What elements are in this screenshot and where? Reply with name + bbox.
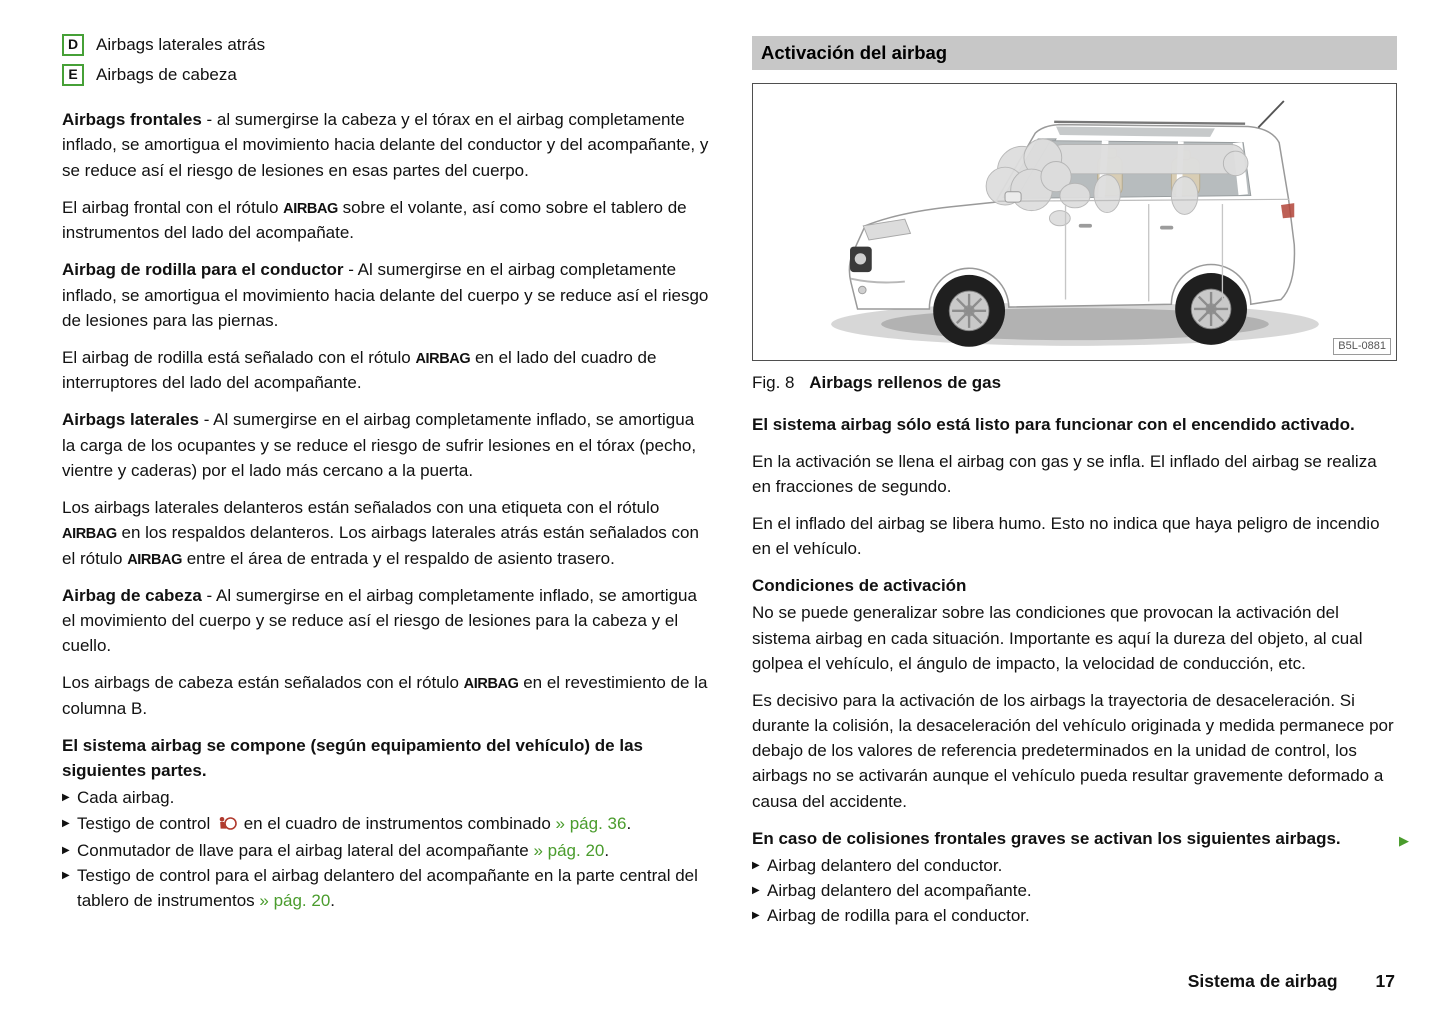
text-segment: Testigo de control para el airbag delantero del acompañante en la parte central del tablero de instrumentos [77, 865, 698, 911]
text-segment: - Al sumergirse en el airbag completamente inflado, se amortigua el movimiento del cuerpo y se reduce así el riesgo de lesiones para la cabeza y el cuello. [62, 586, 697, 656]
text-segment: Cada airbag. [77, 788, 175, 808]
paragraph [62, 195, 712, 246]
text-segment: El sistema airbag sólo está listo para funcionar con el encendido activado. [752, 414, 1355, 434]
text-segment: entre el área de entrada y el respaldo de asiento trasero. [182, 548, 615, 568]
paragraph [62, 495, 712, 571]
text-segment: - Al sumergirse en el airbag completamente inflado, se amortigua el movimiento hacia delante del cuerpo y se reduce así el riesgo de lesiones para las piernas. [62, 260, 709, 330]
airbag-label-text: AIRBAG [62, 526, 117, 543]
paragraph [752, 511, 1397, 561]
text-segment: En la activación se llena el airbag con gas y se infla. El inflado del airbag se realiza en fracciones de segundo. [752, 451, 1377, 496]
bullet-list [62, 785, 712, 913]
paragraph [752, 600, 1397, 675]
text-segment: en el cuadro de instrumentos combinado [238, 813, 556, 833]
car-airbags-image [753, 84, 1396, 360]
right-column [752, 36, 1397, 940]
list-item [752, 853, 1397, 878]
continuation-arrow-icon: ▶ [1399, 833, 1409, 848]
figure-caption [752, 370, 1397, 395]
bullet-triangle-icon: ▶ [752, 885, 760, 897]
paragraph [752, 449, 1397, 499]
text-segment: Airbags laterales [62, 410, 200, 430]
footer-chapter-title: Sistema de airbag [1187, 971, 1338, 992]
list-item [62, 838, 712, 863]
text-segment: sobre el volante, así como sobre el tablero de instrumentos del lado del acompañate. [62, 197, 687, 243]
list-item-text [77, 863, 712, 913]
airbag-label-text: AIRBAG [283, 200, 338, 217]
airbag-label-text: AIRBAG [463, 676, 519, 693]
figure-caption-text: Airbags rellenos de gas [809, 373, 1002, 393]
bullet-triangle-icon: ▶ [62, 869, 70, 881]
text-segment: Los airbags laterales delanteros están señalados con una etiqueta con el rótulo [62, 497, 660, 517]
airbag-legend [62, 32, 712, 87]
list-item [752, 878, 1397, 903]
legend-row [62, 32, 712, 57]
figure-airbag-illustration [752, 83, 1397, 361]
figure-code: B5L-0881 [1333, 338, 1391, 355]
list-item-text [767, 903, 1397, 928]
text-segment: en los respaldos delanteros. Los airbags laterales atrás están señalados con el rótulo [62, 523, 699, 568]
text-segment: Condiciones de activación [752, 576, 967, 596]
footer-page-number: 17 [1375, 971, 1395, 992]
bullet-triangle-icon: ▶ [62, 844, 70, 856]
text-segment: El sistema airbag se compone (según equipamiento del vehículo) de las siguientes partes. [62, 736, 643, 781]
paragraph [62, 407, 712, 482]
bullet-triangle-icon: ▶ [752, 910, 760, 922]
figure-number: Fig. 8 [752, 373, 795, 393]
text-segment: El airbag frontal con el rótulo [62, 197, 284, 217]
text-segment: en el revestimiento de la columna B. [62, 673, 708, 718]
paragraph [62, 257, 712, 332]
text-segment: Airbag de cabeza [62, 586, 202, 605]
list-item-text [77, 838, 712, 863]
paragraph [62, 583, 712, 658]
paragraph [62, 670, 712, 721]
text-segment: Airbag de rodilla para el conductor. [767, 906, 1030, 926]
text-segment: El airbag de rodilla está señalado con el rótulo [62, 347, 416, 367]
legend-key-box: E [62, 64, 84, 86]
airbag-indicator-icon [217, 813, 237, 838]
text-segment: No se puede generalizar sobre las condiciones que provocan la activación del sistema airbag en cada situación. Importante es aquí la dureza del objeto, al cual golpea el vehículo, el ángulo de impacto, la velocidad de conducción, etc. [752, 603, 1363, 673]
bullet-triangle-icon: ▶ [752, 859, 760, 871]
paragraph [62, 107, 712, 182]
paragraph [752, 412, 1397, 437]
text-segment: . [604, 840, 610, 860]
page-reference-link[interactable]: » pág. 36 [555, 813, 627, 833]
list-item-text [767, 853, 1397, 878]
text-segment: En el inflado del airbag se libera humo. Esto no indica que haya peligro de incendio en el vehículo. [752, 514, 1380, 559]
text-segment: en el lado del cuadro de interruptores del lado del acompañante. [62, 347, 657, 393]
text-segment: Testigo de control [77, 813, 215, 833]
page-reference-link[interactable]: » pág. 20 [259, 891, 331, 911]
text-segment: . [626, 813, 632, 833]
text-segment: Airbag delantero del conductor. [767, 855, 1003, 875]
legend-label: Airbags laterales atrás [96, 35, 266, 54]
text-segment: - Al sumergirse en el airbag completamente inflado, se amortigua la carga de los ocupantes y se reduce el riesgo de sufrir lesiones en el tórax (pecho, vientre y caderas) por el lado más cercano a la puerta. [62, 410, 697, 480]
legend-row [62, 62, 712, 87]
list-item [62, 863, 712, 913]
text-segment: - al sumergirse la cabeza y el tórax en el airbag completamente inflado, se amortigua el movimiento hacia delante del conductor y del acompañante, y se reduce así el riesgo de lesiones en esas partes del cuerpo. [62, 110, 709, 180]
section-header-bar: Activación del airbag [752, 36, 1397, 70]
page-reference-link[interactable]: » pág. 20 [533, 840, 605, 860]
left-column-text [62, 107, 712, 913]
paragraph [752, 826, 1397, 851]
text-segment: En caso de colisiones frontales graves se activan los siguientes airbags. [752, 828, 1341, 848]
text-segment: Los airbags de cabeza están señalados con el rótulo [62, 673, 464, 693]
paragraph [752, 688, 1397, 814]
text-segment: Conmutador de llave para el airbag lateral del acompañante [77, 840, 534, 860]
right-column-text [752, 412, 1397, 929]
list-item [62, 785, 712, 810]
legend-key-box: D [62, 34, 84, 56]
left-column [62, 32, 712, 925]
bullet-triangle-icon: ▶ [62, 817, 70, 829]
list-item [752, 903, 1397, 928]
legend-label: Airbags de cabeza [96, 65, 237, 85]
list-item-text [77, 811, 712, 838]
paragraph [62, 345, 712, 396]
bullet-triangle-icon: ▶ [62, 792, 70, 804]
bullet-list [752, 853, 1397, 928]
text-segment: Airbag de rodilla para el conductor [62, 260, 344, 280]
airbag-label-text: AIRBAG [415, 350, 471, 367]
list-item-text [77, 785, 712, 810]
list-item [62, 811, 712, 838]
text-segment: Airbags frontales [62, 110, 202, 130]
text-segment: Es decisivo para la activación de los airbags la trayectoria de desaceleración. Si durante la colisión, la desaceleración del vehículo originada y medida permanece por debajo de los valores de referencia predeterminados en la unidad de control, los airbags no se activarán aunque el vehículo pueda resultar gravemente deformado a causa del accidente. [752, 690, 1394, 811]
airbag-label-text: AIRBAG [127, 551, 182, 568]
list-item-text [767, 878, 1397, 903]
text-segment: Airbag delantero del acompañante. [767, 881, 1032, 901]
section-heading [752, 573, 1397, 598]
page-footer [1188, 969, 1395, 995]
text-segment: . [330, 891, 336, 911]
paragraph [62, 733, 712, 783]
